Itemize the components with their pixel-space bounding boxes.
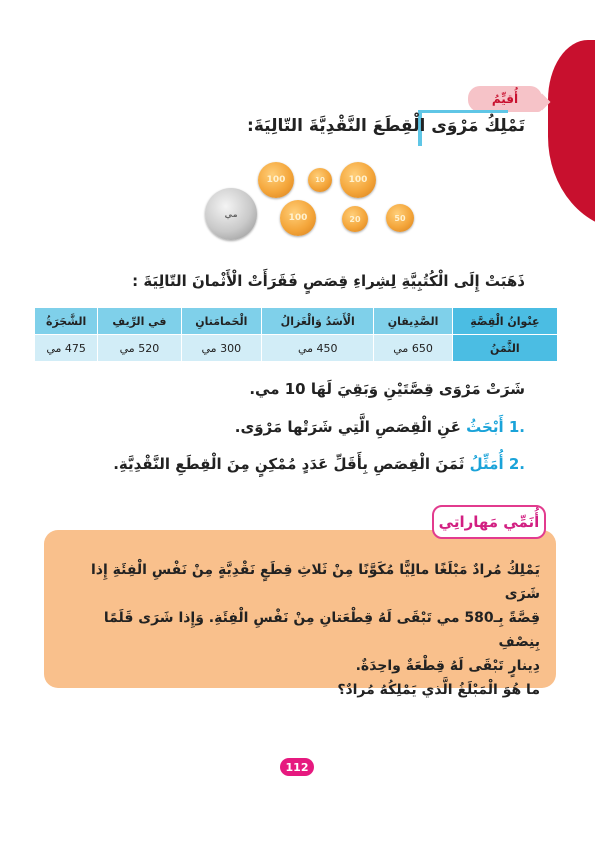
skills-problem [60, 558, 540, 702]
skills-line: دِينارٍ تَبْقَى لَهُ قِطْعَةٌ واحِدَةٌ. [355, 658, 540, 674]
skills-tab [432, 505, 546, 539]
question-text: عَنِ الْقِصَصِ الَّتِي شَرَتْها مَرْوَى. [234, 418, 461, 436]
row-label: الثَّمَنُ [452, 335, 557, 362]
question-1 [55, 418, 525, 436]
question-number: .2 [508, 455, 525, 473]
coin-icon [340, 162, 376, 198]
skills-line: يَمْلِكُ مُرادٌ مَبْلَغًا مالِيًّا مُكَوَّنًا مِنْ ثَلاثِ قِطَعٍ نَقْدِيَّةٍ مِنْ نَفْسِ الْفِئَةِ إِذا شَرَى [90, 562, 540, 602]
coin-value: 10 [315, 176, 325, 184]
skills-line: قِصَّةً بِـ580 مي تَبْقَى لَهُ قِطْعَتانِ مِنْ نَفْسِ الْفِئَةِ. وَإِذا شَرَى قَلَمًا بِنِصْفِ [103, 610, 540, 650]
table-cell: 650 مي [374, 335, 452, 362]
silver-coin-label: مي [224, 209, 238, 219]
table-header-row [35, 308, 558, 335]
table-row [35, 335, 558, 362]
coin-icon [258, 162, 294, 198]
silver-coin-icon [205, 188, 257, 240]
question-verb: أَبْحَثُ [466, 418, 504, 436]
page-number: 112 [285, 760, 309, 774]
intro-text: ذَهَبَتْ إِلَى الْكُتُبِيَّةِ لِشِراءِ قِصَصٍ فَقَرَأَتْ الْأَثْمانَ التّالِيَةَ : [132, 272, 525, 290]
table-cell: 475 مي [35, 335, 98, 362]
table-cell: الشَّجَرَةُ [35, 308, 98, 335]
table-cell: الْحَمامَتانِ [181, 308, 261, 335]
section-badge [468, 86, 542, 112]
coin-icon [280, 200, 316, 236]
table-cell: 450 مي [262, 335, 374, 362]
page-number-badge [280, 758, 314, 776]
table-cell: الْأَسَدُ وَالْغَزالُ [262, 308, 374, 335]
heading-accent-line [418, 110, 508, 113]
coin-value: 20 [349, 214, 361, 224]
table-cell: الصَّدِيقانِ [374, 308, 452, 335]
skills-tab-label: أُنَمِّي مَهاراتِي [438, 513, 540, 531]
question-2 [55, 455, 525, 473]
coin-icon [308, 168, 332, 192]
table-cell: 300 مي [181, 335, 261, 362]
exercise-title: تَمْلِكُ مَرْوَى الْقِطَعَ النَّقْدِيَّةَ التّالِيَةَ: [247, 116, 525, 136]
coin-value: 50 [394, 213, 406, 223]
row-label: عِنْوانُ الْقِصَّةِ [452, 308, 557, 335]
statement-text: شَرَتْ مَرْوَى قِصَّتَيْنِ وَبَقِيَ لَهَا 10 مي. [249, 380, 525, 398]
page-corner-decoration [548, 40, 595, 230]
question-verb: أُمَثِّلُ [469, 455, 504, 473]
table-cell: 520 مي [98, 335, 181, 362]
coin-icon [342, 206, 368, 232]
question-text: ثَمَنَ الْقِصَصِ بِأَقَلِّ عَدَدٍ مُمْكِنٍ مِنَ الْقِطَعِ النَّقْدِيَّةِ. [113, 455, 465, 473]
section-badge-label: أُقيِّمُ [491, 92, 519, 106]
prices-table [34, 307, 558, 362]
coin-value: 100 [266, 175, 286, 185]
coin-value: 100 [288, 213, 308, 223]
table-cell: في الرِّيفِ [98, 308, 181, 335]
skills-line: ما هُوَ الْمَبْلَغُ الَّذي يَمْلِكُهُ مُرادٌ؟ [337, 682, 540, 698]
question-number: .1 [508, 418, 525, 436]
coin-icon [386, 204, 414, 232]
coin-value: 100 [348, 175, 368, 185]
